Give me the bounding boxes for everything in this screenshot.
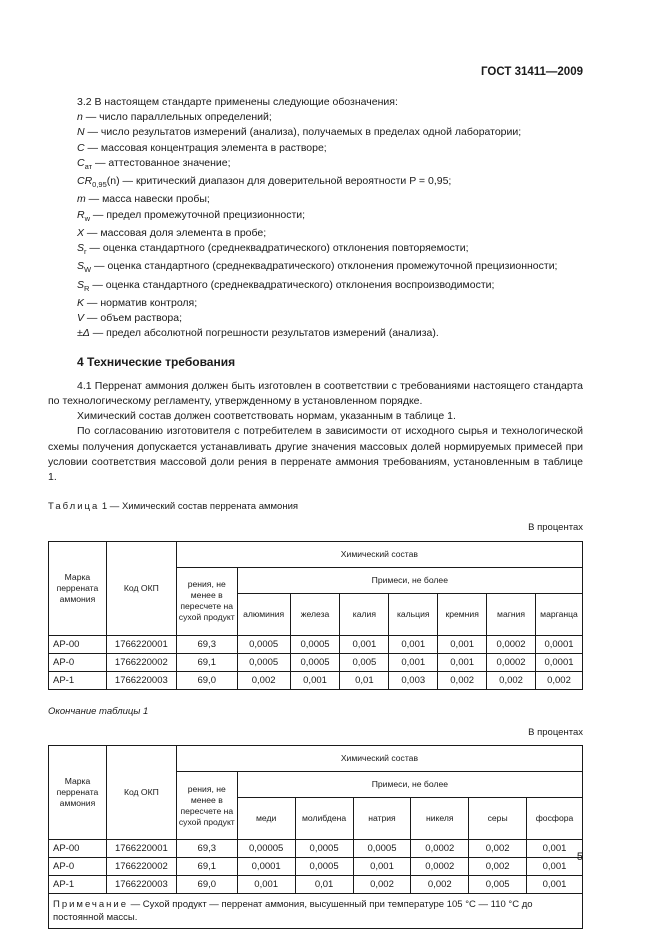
table1-end-row	[49, 858, 583, 876]
symbol: V	[77, 312, 85, 325]
impurity-value-cell: 0,0001	[237, 858, 295, 876]
symbol-definition: — массовая концентрация элемента в растворе;	[84, 141, 327, 154]
symbols-intro: 3.2 В настоящем стандарте применены следующие обозначения:	[77, 96, 398, 108]
table-note	[49, 894, 583, 929]
impurity-value-cell: 0,001	[438, 653, 487, 671]
symbol-subscript: 0,95	[92, 180, 107, 190]
impurity-value-cell: 0,001	[527, 858, 583, 876]
impurity-value-cell: 0,001	[389, 653, 438, 671]
table1-row	[49, 635, 583, 653]
symbol: K	[77, 297, 85, 309]
impurity-value-cell: 0,002	[487, 671, 536, 689]
symbol-definition: — массовая доля элемента в пробе;	[84, 226, 267, 239]
impurity-value-cell: 0,002	[438, 671, 487, 689]
mark-cell: АР-00	[49, 635, 107, 653]
symbol: S	[77, 242, 85, 255]
symbol: N	[77, 126, 85, 139]
symbol-subscript: R	[84, 283, 90, 293]
impurity-value-cell: 0,002	[535, 671, 582, 689]
table1-end-impurity-name: никеля	[411, 798, 469, 840]
page-number: 5	[576, 851, 583, 863]
symbol: S	[77, 278, 85, 291]
symbol-definition: — оценка стандартного (среднеквадратического) отклонения воспроизводимости;	[89, 278, 495, 291]
rhenium-cell: 69,3	[176, 840, 237, 858]
rhenium-cell: 69,3	[176, 635, 237, 653]
table1-end-impurity-name: молибдена	[295, 798, 353, 840]
impurity-value-cell: 0,001	[340, 635, 389, 653]
table1-unit: В процентах	[528, 522, 583, 534]
symbol: n	[77, 111, 83, 124]
symbol-subscript: r	[84, 247, 87, 257]
table1-impurity-name: алюминия	[237, 593, 290, 635]
impurity-value-cell: 0,002	[353, 876, 411, 894]
paragraph-4-1: 4.1 Перренат аммония должен быть изготовлен в соответствии с требованиями настоящего стандарта по технологическому регламенту, утвержденному в установленном порядке.	[48, 379, 583, 408]
table1-end-unit: В процентах	[528, 726, 583, 738]
table1-row	[49, 671, 583, 689]
mark-cell: АР-0	[49, 653, 107, 671]
symbol-subscript: w	[84, 213, 91, 223]
table1-col-mark: Марка перрената аммония	[49, 541, 107, 635]
symbol-definition: — оценка стандартного (среднеквадратического) отклонения повторяемости;	[86, 242, 469, 255]
symbol-definition: (n) — критический диапазон для доверительной вероятности P = 0,95;	[106, 175, 452, 188]
symbol-line	[48, 192, 583, 207]
impurity-value-cell: 0,0002	[411, 858, 469, 876]
mark-cell: АР-1	[49, 671, 107, 689]
table1-impurity-name: калия	[340, 593, 389, 635]
symbol-line	[48, 226, 583, 241]
impurity-value-cell: 0,00005	[237, 840, 295, 858]
impurity-value-cell: 0,0001	[535, 653, 582, 671]
impurity-value-cell: 0,002	[411, 876, 469, 894]
paragraph-composition: Химический состав должен соответствовать нормам, указанным в таблице 1.	[77, 410, 456, 423]
symbol-subscript: ат	[84, 161, 93, 171]
impurity-value-cell: 0,001	[353, 858, 411, 876]
table1-impurity-name: марганца	[535, 593, 582, 635]
impurity-value-cell: 0,0005	[237, 635, 290, 653]
table1-impurity-name: кальция	[389, 593, 438, 635]
symbol: C	[77, 156, 85, 169]
table1-end-row	[49, 840, 583, 858]
impurity-value-cell: 0,0005	[295, 840, 353, 858]
symbol-definition: — число результатов измерений (анализа), получаемых в пределах одной лаборатории;	[84, 126, 522, 139]
table1-impurity-name: железа	[290, 593, 340, 635]
impurity-value-cell: 0,0001	[535, 635, 582, 653]
symbol-line	[48, 241, 583, 259]
table1-end-caption: Окончание таблицы 1	[48, 705, 149, 717]
table1-col-okp: Код ОКП	[106, 541, 176, 635]
symbols-list	[48, 110, 583, 341]
page-content	[48, 95, 583, 929]
symbol-definition: — предел абсолютной погрешности результатов измерений (анализа).	[89, 327, 439, 340]
document-code: ГОСТ 31411—2009	[481, 66, 583, 78]
symbol-definition: — объем раствора;	[84, 312, 183, 325]
impurity-value-cell: 0,001	[527, 840, 583, 858]
impurity-value-cell: 0,0005	[353, 840, 411, 858]
table1-end-impurity-name: меди	[237, 798, 295, 840]
impurity-value-cell: 0,0005	[290, 635, 340, 653]
impurity-value-cell: 0,001	[527, 876, 583, 894]
okp-cell: 1766220001	[106, 840, 176, 858]
table1-caption-word: Таблица	[48, 501, 100, 513]
mark-cell: АР-0	[49, 858, 107, 876]
symbol-line	[48, 208, 583, 226]
symbol-subscript: W	[84, 265, 92, 275]
mark-cell: АР-00	[49, 840, 107, 858]
okp-cell: 1766220003	[106, 876, 176, 894]
section-title: 4 Технические требования	[77, 354, 236, 369]
symbol-line	[48, 156, 583, 174]
okp-cell: 1766220002	[106, 858, 176, 876]
rhenium-cell: 69,0	[176, 876, 237, 894]
symbol-definition: — оценка стандартного (среднеквадратического) отклонения промежуточной прецизионности;	[91, 260, 558, 273]
table1	[48, 541, 583, 690]
symbol-line	[48, 125, 583, 140]
table1-end-row	[49, 876, 583, 894]
symbol: X	[77, 226, 85, 239]
rhenium-cell: 69,0	[176, 671, 237, 689]
impurity-value-cell: 0,001	[290, 671, 340, 689]
impurity-value-cell: 0,005	[469, 876, 527, 894]
symbol-line	[48, 110, 583, 125]
symbol: S	[77, 260, 85, 273]
impurity-value-cell: 0,002	[469, 840, 527, 858]
rhenium-cell: 69,1	[176, 653, 237, 671]
impurity-value-cell: 0,0002	[411, 840, 469, 858]
paragraph-agreement: По согласованию изготовителя с потребителем в зависимости от исходного сырья и технологической схемы получения допускается устанавливать другие значения массовых долей нормируемых примесей при условии соответствия массовой доли рения в перренате аммония требованиям, установленным в таблице 1.	[48, 425, 583, 484]
symbol-line	[48, 311, 583, 326]
impurity-value-cell: 0,001	[389, 635, 438, 653]
okp-cell: 1766220002	[106, 653, 176, 671]
table1-end-col-okp: Код ОКП	[106, 746, 176, 840]
table1-end-col-rhenium: рения, не менее в пересчете на сухой продукт	[176, 772, 237, 840]
table1-col-impurities: Примеси, не более	[237, 567, 582, 593]
table1-end-impurity-name: серы	[469, 798, 527, 840]
okp-cell: 1766220001	[106, 635, 176, 653]
symbol-line	[48, 259, 583, 277]
symbol-definition: — предел промежуточной прецизионности;	[90, 208, 306, 221]
symbol: C	[77, 141, 85, 154]
table1-caption-text: 1 — Химический состав перрената аммония	[99, 501, 299, 513]
table1-impurity-name: магния	[487, 593, 536, 635]
impurity-value-cell: 0,003	[389, 671, 438, 689]
mark-cell: АР-1	[49, 876, 107, 894]
table1-end-impurity-name: натрия	[353, 798, 411, 840]
table1-col-rhenium: рения, не менее в пересчете на сухой продукт	[176, 567, 237, 635]
symbol: m	[77, 193, 86, 206]
impurity-value-cell: 0,001	[438, 635, 487, 653]
impurity-value-cell: 0,0005	[237, 653, 290, 671]
symbol-line	[48, 141, 583, 156]
table1-row	[49, 653, 583, 671]
symbol: R	[77, 208, 85, 221]
table1-end-col-chem: Химический состав	[176, 746, 582, 772]
impurity-value-cell: 0,005	[340, 653, 389, 671]
okp-cell: 1766220003	[106, 671, 176, 689]
symbol: ±Δ	[77, 327, 90, 340]
table1-col-chem: Химический состав	[176, 541, 582, 567]
impurity-value-cell: 0,0005	[290, 653, 340, 671]
table1-end-col-impurities: Примеси, не более	[237, 772, 582, 798]
symbol-definition: — норматив контроля;	[84, 297, 198, 309]
note-word: Примечание	[53, 899, 128, 911]
impurity-value-cell: 0,01	[295, 876, 353, 894]
symbol-definition: — число параллельных определений;	[82, 111, 272, 124]
symbol-line	[48, 296, 583, 311]
table1-end-col-mark: Марка перрената аммония	[49, 746, 107, 840]
impurity-value-cell: 0,002	[469, 858, 527, 876]
impurity-value-cell: 0,001	[237, 876, 295, 894]
table1-end	[48, 745, 583, 929]
symbol: CR	[77, 175, 93, 188]
table1-caption	[48, 499, 583, 514]
symbol-definition: — аттестованное значение;	[92, 156, 231, 169]
table1-impurity-name: кремния	[438, 593, 487, 635]
impurity-value-cell: 0,0002	[487, 635, 536, 653]
note-text: — Сухой продукт — перренат аммония, высушенный при температуре 105 °С — 110 °С до постоянной массы.	[53, 899, 533, 924]
impurity-value-cell: 0,0002	[487, 653, 536, 671]
symbol-line	[48, 174, 583, 192]
impurity-value-cell: 0,0005	[295, 858, 353, 876]
table1-end-impurity-name: фосфора	[527, 798, 583, 840]
symbol-line	[48, 278, 583, 296]
rhenium-cell: 69,1	[176, 858, 237, 876]
symbol-line	[48, 326, 583, 341]
symbol-definition: — масса навески пробы;	[85, 193, 210, 206]
impurity-value-cell: 0,002	[237, 671, 290, 689]
impurity-value-cell: 0,01	[340, 671, 389, 689]
